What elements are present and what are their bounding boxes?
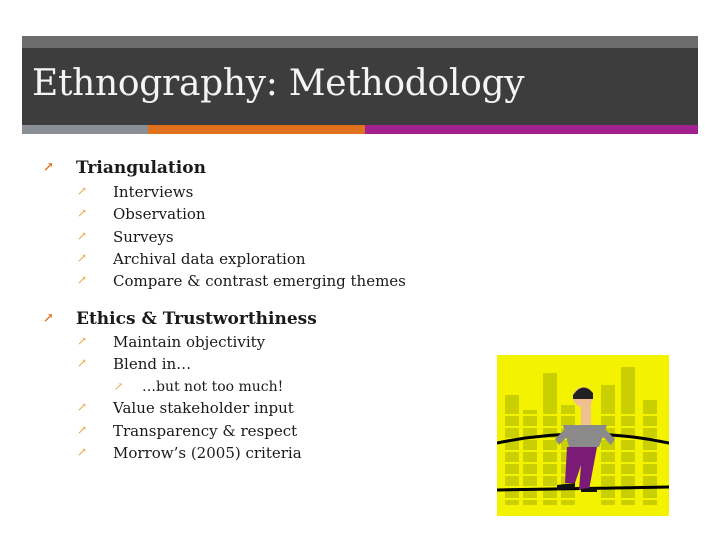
arrow-up-right-icon: ↗ — [77, 334, 88, 348]
arrow-up-right-icon: ↗ — [77, 400, 88, 414]
slide-title: Ethnography: Methodology — [32, 63, 525, 104]
arrow-up-right-icon: ↗ — [77, 229, 88, 243]
arrow-up-right-icon: ↗ — [43, 160, 54, 175]
arrow-up-right-icon: ↗ — [77, 356, 88, 370]
arrow-up-right-icon: ↗ — [77, 251, 88, 265]
tightrope-walker-clipart — [497, 355, 669, 516]
arrow-up-right-icon: ↗ — [77, 445, 88, 459]
accent-bar-orange — [148, 125, 365, 134]
arrow-up-right-icon: ↗ — [77, 184, 88, 198]
accent-bar-purple — [365, 125, 698, 134]
arrow-up-right-icon: ↗ — [77, 206, 88, 220]
arrow-up-right-icon: ↗ — [77, 273, 88, 287]
accent-bar-gray — [22, 125, 148, 134]
arrow-up-right-icon: ↗ — [43, 311, 54, 326]
arrow-up-right-icon: ↗ — [114, 380, 124, 393]
title-top-strip — [22, 36, 698, 48]
arrow-up-right-icon: ↗ — [77, 423, 88, 437]
title-bar — [22, 36, 698, 125]
